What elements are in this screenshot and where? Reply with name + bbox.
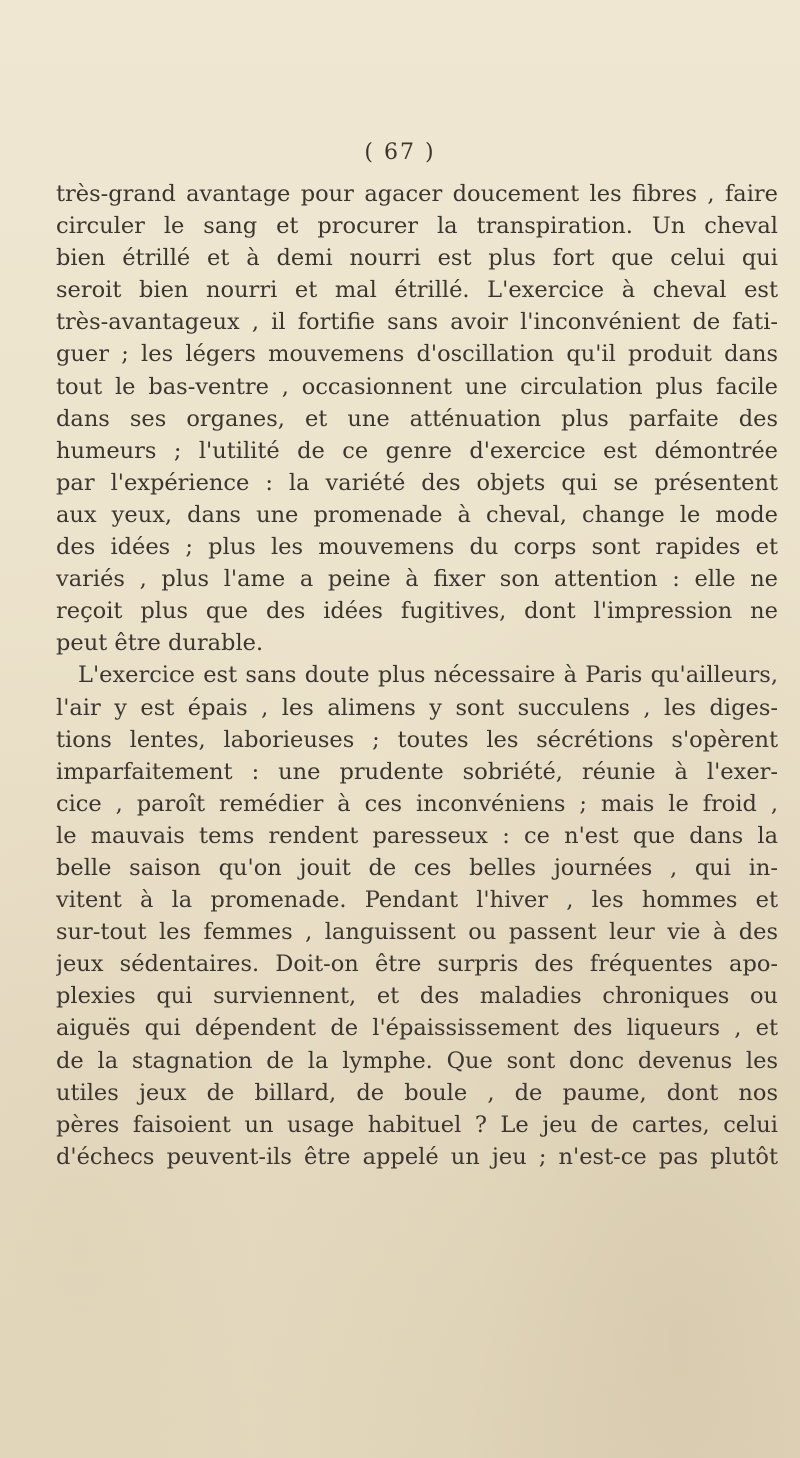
text-line: tions lentes, laborieuses ; toutes les sécrétions s'opèrent xyxy=(56,726,778,753)
text-line: reçoit plus que des idées fugitives, dont l'impression ne xyxy=(56,598,778,625)
text-line: seroit bien nourri et mal étrillé. L'exercice à cheval est xyxy=(56,277,778,304)
text-line: jeux sédentaires. Doit-on être surpris des fréquentes apo- xyxy=(56,951,778,978)
text-line: aux yeux, dans une promenade à cheval, change le mode xyxy=(56,501,778,528)
body-text xyxy=(56,178,778,1173)
text-line: sur-tout les femmes , languissent ou passent leur vie à des xyxy=(56,919,778,946)
page-number: ( 67 ) xyxy=(364,140,436,165)
text-line: très-avantageux , il fortifie sans avoir l'inconvénient de fati- xyxy=(56,309,778,336)
paragraph-end-line: peut être durable. xyxy=(56,630,264,657)
text-line: le mauvais tems rendent paresseux : ce n'est que dans la xyxy=(56,822,778,849)
text-line: très-grand avantage pour agacer doucement les fibres , faire xyxy=(56,181,778,207)
text-line: d'échecs peuvent-ils être appelé un jeu ; n'est-ce pas plutôt xyxy=(56,1143,778,1170)
text-line: aiguës qui dépendent de l'épaississement des liqueurs , et xyxy=(56,1015,778,1042)
text-line: tout le bas-ventre , occasionnent une circulation plus facile xyxy=(56,373,778,400)
text-line: utiles jeux de billard, de boule , de paume, dont nos xyxy=(56,1079,778,1106)
text-line: par l'expérience : la variété des objets qui se présentent xyxy=(56,469,778,496)
paragraph-start-line: L'exercice est sans doute plus nécessaire à Paris qu'ailleurs, xyxy=(78,662,778,689)
text-line: plexies qui surviennent, et des maladies chroniques ou xyxy=(56,983,778,1010)
text-line: des idées ; plus les mouvemens du corps sont rapides et xyxy=(56,534,778,561)
text-line: variés , plus l'ame a peine à fixer son attention : elle ne xyxy=(56,566,778,593)
text-line: circuler le sang et procurer la transpiration. Un cheval xyxy=(56,213,778,240)
text-line: de la stagnation de la lymphe. Que sont donc devenus les xyxy=(56,1047,778,1074)
text-line: belle saison qu'on jouit de ces belles journées , qui in- xyxy=(56,854,778,881)
text-line: imparfaitement : une prudente sobriété, réunie à l'exer- xyxy=(56,758,778,785)
text-line: pères faisoient un usage habituel ? Le jeu de cartes, celui xyxy=(56,1111,778,1138)
text-line: vitent à la promenade. Pendant l'hiver , les hommes et xyxy=(56,887,778,914)
text-line: humeurs ; l'utilité de ce genre d'exercice est démontrée xyxy=(56,437,778,464)
text-line: l'air y est épais , les alimens y sont succulens , les diges- xyxy=(56,694,778,721)
text-line: cice , paroît remédier à ces inconvéniens ; mais le froid , xyxy=(56,790,778,817)
text-line: dans ses organes, et une atténuation plus parfaite des xyxy=(56,405,778,432)
text-line: guer ; les légers mouvemens d'oscillation qu'il produit dans xyxy=(56,341,778,368)
text-line: bien étrillé et à demi nourri est plus fort que celui qui xyxy=(56,245,778,272)
